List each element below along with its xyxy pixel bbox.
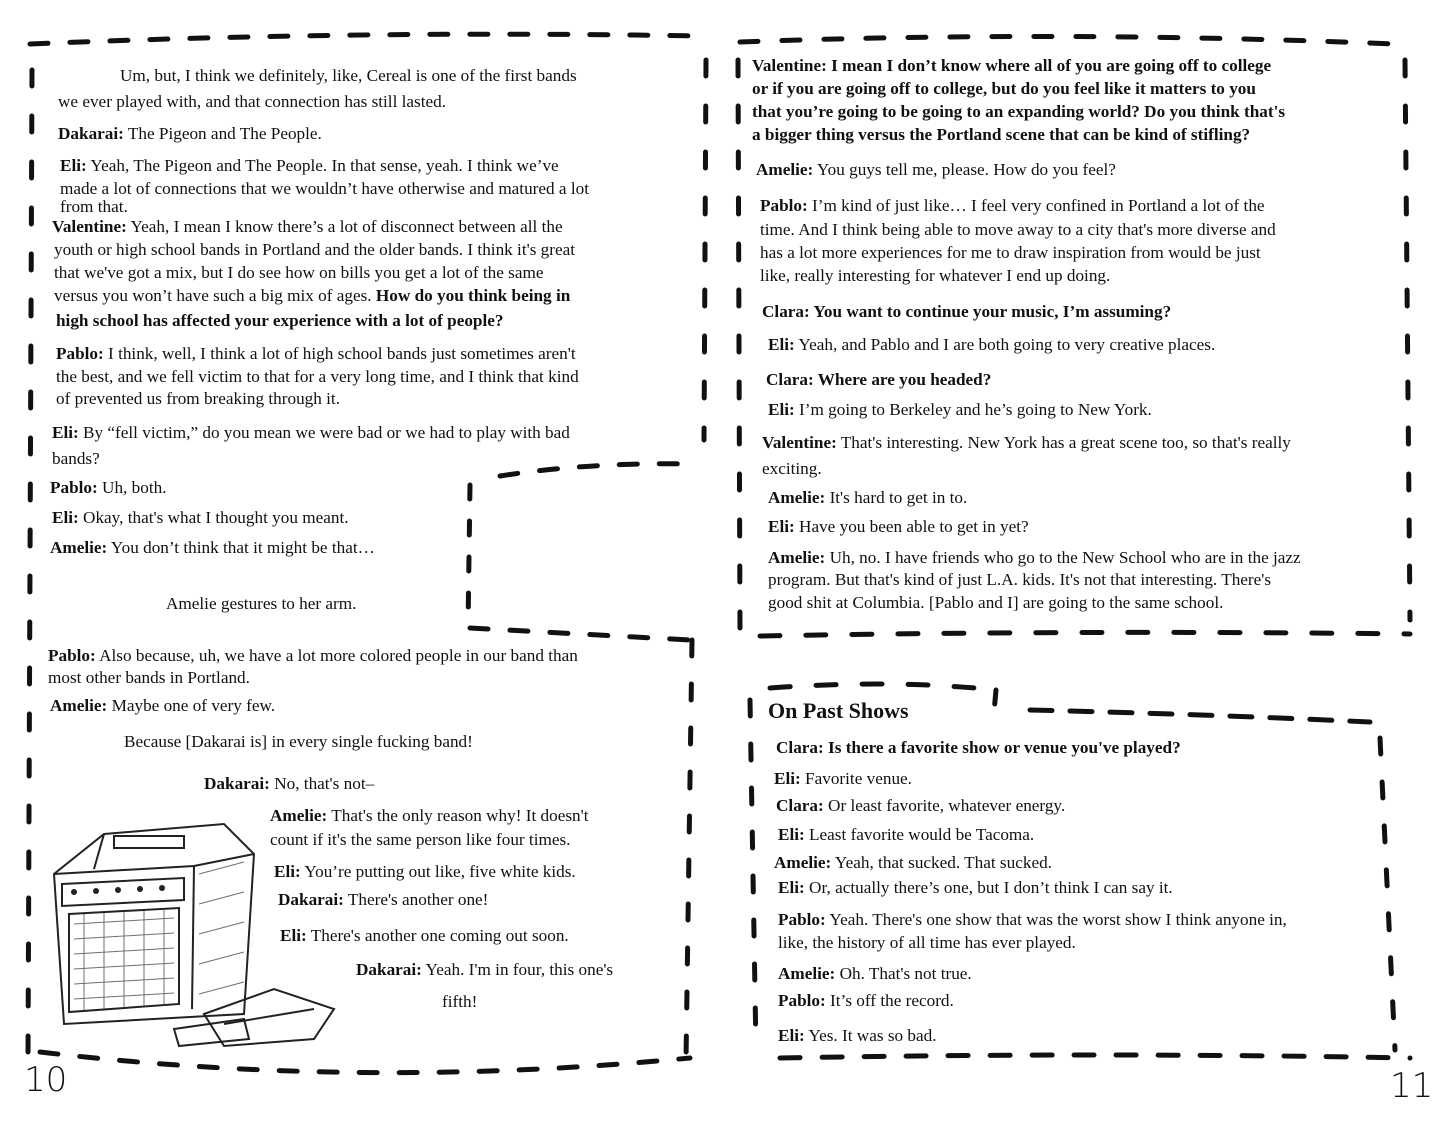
transcript-line: Valentine: I mean I don’t know where all of you are going off to college — [752, 56, 1272, 75]
transcript-line: made a lot of connections that we wouldn’t have otherwise and matured a lot — [60, 179, 589, 198]
transcript-line: a bigger thing versus the Portland scene that can be kind of stifling? — [752, 125, 1251, 144]
transcript-line: Eli: Okay, that's what I thought you meant. — [52, 508, 349, 527]
transcript-line: Pablo: I think, well, I think a lot of high school bands just sometimes aren't — [56, 344, 576, 363]
transcript-line: that we've got a mix, but I do see how on bills you get a lot of the same — [54, 263, 544, 282]
transcript-line: that you’re going to be going to an expanding world? Do you think that's — [752, 102, 1286, 121]
transcript-line: Pablo: Yeah. There's one show that was the worst show I think anyone in, — [778, 910, 1287, 929]
transcript-line: Dakarai: The Pigeon and The People. — [58, 124, 322, 143]
page-number: 11 — [1390, 1066, 1434, 1106]
transcript-line: Dakarai: There's another one! — [278, 890, 489, 909]
transcript-line: Eli: By “fell victim,” do you mean we were bad or we had to play with bad — [52, 423, 570, 442]
transcript-line: Clara: Is there a favorite show or venue you've played? — [776, 738, 1181, 757]
transcript-line: we ever played with, and that connection has still lasted. — [58, 92, 447, 111]
transcript-line: most other bands in Portland. — [48, 668, 250, 687]
transcript-line: Valentine: Yeah, I mean I know there’s a lot of disconnect between all the — [52, 217, 563, 236]
transcript-line: Amelie: It's hard to get in to. — [768, 488, 968, 507]
transcript-line: count if it's the same person like four times. — [270, 830, 571, 849]
transcript-line: high school has affected your experience with a lot of people? — [56, 311, 504, 330]
transcript-line: Pablo: I’m kind of just like… I feel very confined in Portland a lot of the — [760, 196, 1265, 215]
transcript-line: Eli: Yeah, and Pablo and I are both going to very creative places. — [768, 335, 1216, 354]
transcript-line: Pablo: Uh, both. — [50, 478, 167, 497]
transcript-line: Eli: Yeah, The Pigeon and The People. In that sense, yeah. I think we’ve — [60, 156, 559, 175]
transcript-line: Eli: Yes. It was so bad. — [778, 1026, 937, 1045]
transcript-line: versus you won’t have such a big mix of ages. How do you think being in — [54, 286, 571, 305]
transcript-line: youth or high school bands in Portland and the older bands. I think it's great — [54, 240, 576, 259]
stage-direction: Amelie gestures to her arm. — [166, 594, 357, 613]
transcript-line: Amelie: You guys tell me, please. How do you feel? — [756, 160, 1116, 179]
transcript-line: good shit at Columbia. [Pablo and I] are going to the same school. — [768, 593, 1224, 612]
transcript-line: Clara: You want to continue your music, I’m assuming? — [762, 302, 1172, 321]
transcript-line: Eli: Least favorite would be Tacoma. — [778, 825, 1035, 844]
transcript-line: time. And I think being able to move away to a city that's more diverse and — [760, 220, 1276, 239]
amplifier-illustration — [44, 814, 364, 1054]
transcript-line: Because [Dakarai is] in every single fucking band! — [124, 732, 473, 751]
transcript-line: or if you are going off to college, but do you feel like it matters to you — [752, 79, 1256, 98]
section-heading: On Past Shows — [768, 698, 909, 723]
transcript-line: of prevented us from breaking through it. — [56, 389, 340, 408]
transcript-line: Pablo: Also because, uh, we have a lot more colored people in our band than — [48, 646, 578, 665]
transcript-line: Dakarai: Yeah. I'm in four, this one's — [356, 960, 614, 979]
transcript-line: has a lot more experiences for me to draw inspiration from would be just — [760, 243, 1261, 262]
transcript-line: Dakarai: No, that's not– — [204, 774, 375, 793]
left-page — [0, 0, 722, 1125]
transcript-line: Eli: I’m going to Berkeley and he’s going to New York. — [768, 400, 1152, 419]
transcript-line: bands? — [52, 449, 100, 468]
transcript-line: from that. — [60, 197, 128, 216]
transcript-line: like, the history of all time has ever played. — [778, 933, 1076, 952]
transcript-line: Amelie: That's the only reason why! It doesn't — [270, 806, 589, 825]
transcript-line: Um, but, I think we definitely, like, Cereal is one of the first bands — [120, 66, 577, 85]
transcript-line: Eli: You’re putting out like, five white kids. — [274, 862, 576, 881]
transcript-line: Pablo: It’s off the record. — [778, 991, 954, 1010]
transcript-line: exciting. — [762, 459, 822, 478]
transcript-line: Clara: Where are you headed? — [766, 370, 992, 389]
transcript-line: Eli: Favorite venue. — [774, 769, 912, 788]
transcript-line: program. But that's kind of just L.A. kids. It's not that interesting. There's — [768, 570, 1272, 589]
transcript-line: Amelie: Oh. That's not true. — [778, 964, 972, 983]
transcript-line: Amelie: You don’t think that it might be that… — [50, 538, 375, 557]
transcript-line: Eli: There's another one coming out soon. — [280, 926, 569, 945]
transcript-line: Amelie: Uh, no. I have friends who go to the New School who are in the jazz — [768, 548, 1301, 567]
transcript-line: Amelie: Yeah, that sucked. That sucked. — [774, 853, 1052, 872]
transcript-line: Eli: Have you been able to get in yet? — [768, 517, 1029, 536]
transcript-line: Valentine: That's interesting. New York has a great scene too, so that's really — [762, 433, 1291, 452]
transcript-line: Clara: Or least favorite, whatever energy. — [776, 796, 1066, 815]
transcript-line: Amelie: Maybe one of very few. — [50, 696, 276, 715]
transcript-line: like, really interesting for whatever I end up doing. — [760, 266, 1111, 285]
right-page — [722, 0, 1456, 1125]
page-number: 10 — [24, 1060, 68, 1100]
transcript-line: the best, and we fell victim to that for a very long time, and I think that kind — [56, 367, 579, 386]
transcript-line: fifth! — [442, 992, 478, 1011]
transcript-line: Eli: Or, actually there’s one, but I don’t think I can say it. — [778, 878, 1173, 897]
